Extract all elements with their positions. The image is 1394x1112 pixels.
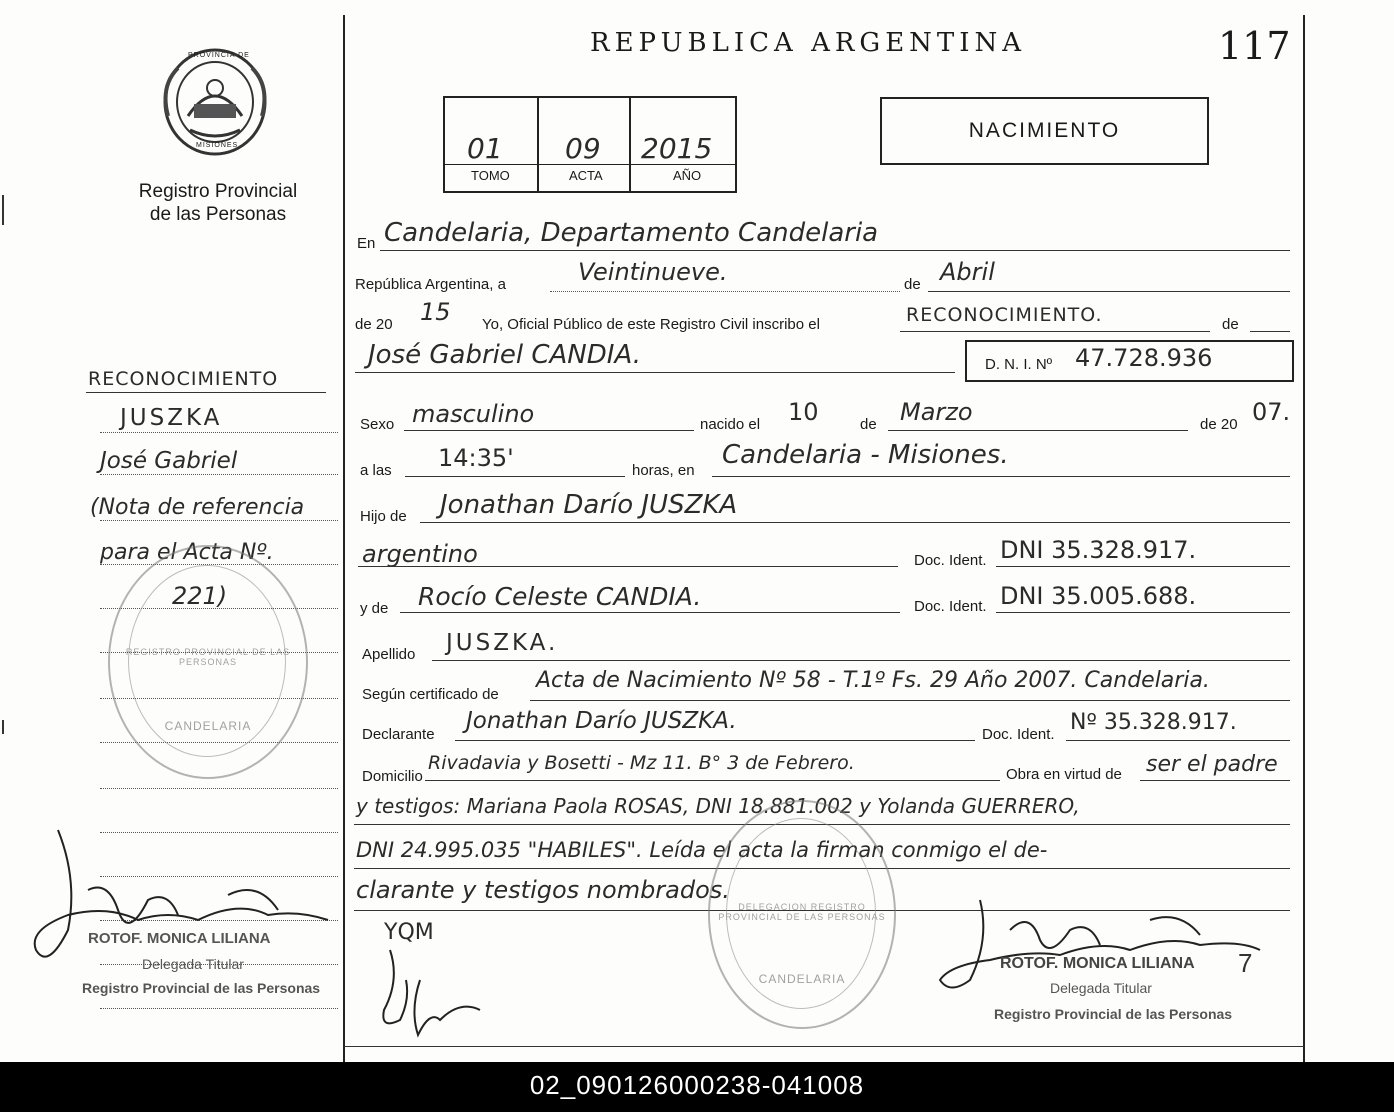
segun-value: Acta de Nacimiento Nº 58 - T.1º Fs. 29 Año 2007. Candelaria. xyxy=(536,668,1210,693)
document-id: 02_090126000238-041008 xyxy=(529,1070,865,1100)
margin-title: RECONOCIMIENTO xyxy=(88,368,279,390)
stamp-text: DELEGACION REGISTRO PROVINCIAL DE LAS PERSONAS xyxy=(718,902,886,922)
doc-label-father: Doc. Ident. xyxy=(914,552,987,569)
official-sig-mark: 7 xyxy=(1238,948,1253,978)
time-line xyxy=(405,476,625,477)
republica-label: República Argentina, a xyxy=(355,276,506,293)
box-divider xyxy=(629,98,631,191)
margin-given-names: José Gabriel xyxy=(100,448,238,474)
seal-top-text: PROVINCIA DE xyxy=(188,52,250,59)
margin-dotted-rule xyxy=(100,474,338,475)
declarante-doc: Nº 35.328.917. xyxy=(1070,710,1237,735)
registry-line-2: de las Personas xyxy=(149,204,287,225)
place-line xyxy=(712,476,1290,477)
scan-edge-mark xyxy=(2,720,4,734)
act-type-box xyxy=(880,97,1209,165)
record-number-box xyxy=(443,96,737,193)
father-name-line xyxy=(420,522,1290,523)
yo-label: Yo, Oficial Público de este Registro Civil inscribo el xyxy=(482,316,820,333)
year-prefix: de 20 xyxy=(355,316,393,333)
domicilio-line xyxy=(425,780,1000,781)
narrative-line-c: clarante y testigos nombrados. xyxy=(356,876,730,904)
declarante-doc-line xyxy=(1066,740,1290,741)
document-id-bar xyxy=(0,1062,1394,1112)
narrative-line-b: DNI 24.995.035 "HABILES". Leída el acta la firman conmigo el de- xyxy=(356,838,1048,862)
born-month: Marzo xyxy=(900,398,973,426)
stamp-text: REGISTRO PROVINCIAL DE LAS PERSONAS xyxy=(125,647,291,667)
acta-label: ACTA xyxy=(569,168,603,183)
obra-value: ser el padre xyxy=(1146,752,1278,777)
declarante-value: Jonathan Darío JUSZKA. xyxy=(466,708,737,734)
obra-label: Obra en virtud de xyxy=(1006,766,1122,783)
sexo-label: Sexo xyxy=(360,416,395,433)
margin-dotted-rule xyxy=(100,432,338,433)
registry-line-1: Registro Provincial xyxy=(138,181,298,202)
mother-doc-line xyxy=(996,612,1290,613)
official-sig-name: ROTOF. MONICA LILIANA xyxy=(1000,955,1195,972)
dni-value: 47.728.936 xyxy=(1075,344,1213,372)
de-line-2 xyxy=(1250,331,1290,332)
margin-surname: JUSZKA xyxy=(120,405,223,431)
margin-sig-role: Delegada Titular xyxy=(142,956,244,972)
apellido-label: Apellido xyxy=(362,646,416,663)
witness-signatures xyxy=(370,940,490,1040)
margin-note-line-2: para el Acta Nº. xyxy=(100,540,274,565)
doc-label-declarante: Doc. Ident. xyxy=(982,726,1055,743)
nacido-label: nacido el xyxy=(700,416,761,433)
sexo-line xyxy=(404,430,694,431)
segun-label: Según certificado de xyxy=(362,686,499,703)
year2-prefix: de 20 xyxy=(1200,416,1238,433)
hijo-label: Hijo de xyxy=(360,508,407,525)
en-label: En xyxy=(357,235,376,252)
mother-doc: DNI 35.005.688. xyxy=(1000,582,1197,610)
bottom-rule xyxy=(344,1046,1304,1047)
obra-line xyxy=(1140,780,1290,781)
year-value: 15 xyxy=(420,298,451,326)
declarante-label: Declarante xyxy=(362,726,435,743)
segun-line xyxy=(530,700,1290,701)
day-value: Veintinueve. xyxy=(578,258,728,286)
right-border xyxy=(1303,15,1305,1062)
stamp-bottom-text: CANDELARIA xyxy=(164,719,252,733)
father-name: Jonathan Darío JUSZKA xyxy=(440,490,738,520)
margin-dotted-rule xyxy=(100,788,338,789)
margin-sig-registry: Registro Provincial de las Personas xyxy=(82,980,321,996)
margin-divider xyxy=(343,15,345,1062)
born-year: 07. xyxy=(1252,398,1291,426)
margin-sig-name: ROTOF. MONICA LILIANA xyxy=(88,930,271,947)
apellido-line xyxy=(432,660,1290,661)
margin-dotted-rule xyxy=(100,520,338,521)
alas-label: a las xyxy=(360,462,392,479)
box-divider xyxy=(537,98,539,191)
delegation-stamp xyxy=(708,800,896,1029)
margin-note-line-1: (Nota de referencia xyxy=(90,495,305,520)
margin-registry-stamp xyxy=(108,545,308,779)
person-name-line xyxy=(355,372,955,373)
en-line xyxy=(380,250,1290,251)
month-line xyxy=(928,291,1290,292)
tomo-value: 01 xyxy=(467,132,503,165)
scan-edge-mark xyxy=(2,195,4,225)
born-month-line xyxy=(888,430,1188,431)
acta-value: 09 xyxy=(565,132,601,165)
seal-bottom-text: MISIONES xyxy=(196,142,239,149)
nationality-line xyxy=(358,566,898,567)
person-name: José Gabriel CANDIA. xyxy=(368,340,641,370)
domicilio-label: Domicilio xyxy=(362,768,423,785)
province-seal-logo xyxy=(160,46,270,158)
de-label: de xyxy=(904,276,921,293)
initials: YQM xyxy=(384,920,434,945)
official-sig-registry: Registro Provincial de las Personas xyxy=(994,1006,1233,1022)
born-day: 10 xyxy=(788,398,819,426)
sexo-value: masculino xyxy=(412,400,535,428)
registry-name xyxy=(100,180,336,226)
stamp-bottom-text: CANDELARIA xyxy=(758,972,846,986)
dni-box xyxy=(965,340,1294,382)
domicilio-value: Rivadavia y Bosetti - Mz 11. B° 3 de Febrero. xyxy=(428,752,855,774)
act-type-label: NACIMIENTO xyxy=(968,119,1121,142)
place-value: Candelaria - Misiones. xyxy=(722,440,1009,470)
folio-number: 117 xyxy=(1218,24,1291,68)
margin-note-line-3: 221) xyxy=(172,582,228,610)
dni-label: D. N. I. Nº xyxy=(985,356,1053,373)
father-nationality: argentino xyxy=(362,540,478,568)
tomo-label: TOMO xyxy=(471,168,510,183)
inscribo-line xyxy=(900,331,1210,332)
anio-value: 2015 xyxy=(641,132,713,165)
de-label-3: de xyxy=(860,416,877,433)
inscribo-value: RECONOCIMIENTO. xyxy=(906,304,1103,326)
en-value: Candelaria, Departamento Candelaria xyxy=(384,218,879,248)
declarante-line xyxy=(455,740,975,741)
official-sig-role: Delegada Titular xyxy=(1050,980,1152,996)
day-line xyxy=(550,291,900,292)
month-value: Abril xyxy=(940,258,995,286)
country-title: REPUBLICA ARGENTINA xyxy=(590,28,1027,58)
yde-label: y de xyxy=(360,600,389,617)
de-label-2: de xyxy=(1222,316,1239,333)
horas-label: horas, en xyxy=(632,462,695,479)
doc-label-mother: Doc. Ident. xyxy=(914,598,987,615)
apellido-value: JUSZKA. xyxy=(446,630,559,656)
mother-name: Rocío Celeste CANDIA. xyxy=(418,582,702,611)
anio-label: AÑO xyxy=(673,168,702,183)
time-value: 14:35' xyxy=(438,444,514,472)
narrative-line-a: y testigos: Mariana Paola ROSAS, DNI 18.881.002 y Yolanda GUERRERO, xyxy=(356,794,1080,818)
father-doc-line xyxy=(996,566,1290,567)
mother-name-line xyxy=(400,612,900,613)
margin-dotted-rule xyxy=(100,1008,338,1009)
father-doc: DNI 35.328.917. xyxy=(1000,536,1197,564)
margin-title-rule xyxy=(86,392,326,393)
